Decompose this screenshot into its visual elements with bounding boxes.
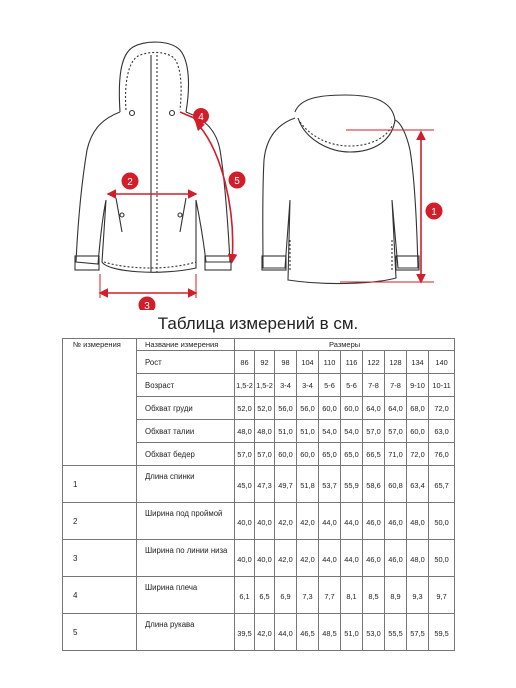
row-label: Длина спинки <box>137 466 235 503</box>
value-cell: 60,0 <box>275 443 297 466</box>
value-cell: 65,0 <box>341 443 363 466</box>
value-cell: 40,0 <box>235 540 255 577</box>
value-cell: 104 <box>297 351 319 374</box>
sub-row-label: Рост <box>137 351 235 374</box>
value-cell: 60,0 <box>319 397 341 420</box>
value-cell: 63,0 <box>429 420 455 443</box>
value-cell: 52,0 <box>235 397 255 420</box>
value-cell: 50,0 <box>429 540 455 577</box>
value-cell: 46,0 <box>363 503 385 540</box>
jacket-front-drawing <box>75 42 231 272</box>
value-cell: 44,0 <box>341 540 363 577</box>
value-cell: 65,7 <box>429 466 455 503</box>
value-cell: 7-8 <box>385 374 407 397</box>
value-cell: 40,0 <box>255 503 275 540</box>
header-name: Название измерения <box>137 339 235 351</box>
value-cell: 1,5-2 <box>235 374 255 397</box>
value-cell: 6,1 <box>235 577 255 614</box>
value-cell: 7,3 <box>297 577 319 614</box>
value-cell: 42,0 <box>275 540 297 577</box>
value-cell: 140 <box>429 351 455 374</box>
header-row <box>63 339 455 351</box>
value-cell: 68,0 <box>407 397 429 420</box>
value-cell: 116 <box>341 351 363 374</box>
value-cell: 56,0 <box>275 397 297 420</box>
value-cell: 5-6 <box>341 374 363 397</box>
value-cell: 42,0 <box>255 614 275 651</box>
value-cell: 57,0 <box>363 420 385 443</box>
value-cell: 46,0 <box>363 540 385 577</box>
row-label: Ширина плеча <box>137 577 235 614</box>
value-cell: 128 <box>385 351 407 374</box>
value-cell: 54,0 <box>341 420 363 443</box>
table-row <box>63 577 455 614</box>
value-cell: 110 <box>319 351 341 374</box>
value-cell: 60,0 <box>407 420 429 443</box>
svg-text:2: 2 <box>127 177 133 188</box>
value-cell: 8,1 <box>341 577 363 614</box>
value-cell: 49,7 <box>275 466 297 503</box>
row-label: Длина рукава <box>137 614 235 651</box>
value-cell: 3-4 <box>297 374 319 397</box>
value-cell: 56,0 <box>297 397 319 420</box>
value-cell: 57,0 <box>255 443 275 466</box>
marker-5 <box>229 172 246 189</box>
value-cell: 3-4 <box>275 374 297 397</box>
value-cell: 53,7 <box>319 466 341 503</box>
value-cell: 8,9 <box>385 577 407 614</box>
value-cell: 60,0 <box>297 443 319 466</box>
value-cell: 57,0 <box>385 420 407 443</box>
value-cell: 51,0 <box>275 420 297 443</box>
value-cell: 1,5-2 <box>255 374 275 397</box>
value-cell: 9,7 <box>429 577 455 614</box>
row-number: 2 <box>63 503 137 540</box>
value-cell: 66,5 <box>363 443 385 466</box>
value-cell: 51,0 <box>297 420 319 443</box>
table-row <box>63 503 455 540</box>
value-cell: 45,0 <box>235 466 255 503</box>
value-cell: 72,0 <box>429 397 455 420</box>
header-sizes: Размеры <box>235 339 455 351</box>
value-cell: 9-10 <box>407 374 429 397</box>
value-cell: 39,5 <box>235 614 255 651</box>
value-cell: 9,3 <box>407 577 429 614</box>
sub-row-label: Обхват талии <box>137 420 235 443</box>
value-cell: 72,0 <box>407 443 429 466</box>
value-cell: 92 <box>255 351 275 374</box>
value-cell: 57,5 <box>407 614 429 651</box>
value-cell: 44,0 <box>341 503 363 540</box>
svg-text:3: 3 <box>144 301 150 310</box>
svg-text:5: 5 <box>234 176 240 187</box>
value-cell: 51,0 <box>341 614 363 651</box>
row-label: Ширина под проймой <box>137 503 235 540</box>
value-cell: 48,5 <box>319 614 341 651</box>
table-row <box>63 466 455 503</box>
value-cell: 59,5 <box>429 614 455 651</box>
value-cell: 7-8 <box>363 374 385 397</box>
value-cell: 51,8 <box>297 466 319 503</box>
value-cell: 65,0 <box>319 443 341 466</box>
value-cell: 63,4 <box>407 466 429 503</box>
value-cell: 8,5 <box>363 577 385 614</box>
value-cell: 86 <box>235 351 255 374</box>
row-label: Ширина по линии низа <box>137 540 235 577</box>
value-cell: 48,0 <box>407 540 429 577</box>
svg-text:4: 4 <box>198 112 204 123</box>
value-cell: 134 <box>407 351 429 374</box>
sub-row-label: Обхват бедер <box>137 443 235 466</box>
value-cell: 122 <box>363 351 385 374</box>
row-number: 3 <box>63 540 137 577</box>
value-cell: 48,0 <box>255 420 275 443</box>
table-title: Таблица измерений в см. <box>157 314 359 333</box>
value-cell: 53,0 <box>363 614 385 651</box>
value-cell: 48,0 <box>235 420 255 443</box>
row-number: 1 <box>63 466 137 503</box>
value-cell: 40,0 <box>255 540 275 577</box>
sub-row-label: Обхват груди <box>137 397 235 420</box>
marker-4 <box>193 108 209 124</box>
value-cell: 6,9 <box>275 577 297 614</box>
value-cell: 64,0 <box>385 397 407 420</box>
value-cell: 7,7 <box>319 577 341 614</box>
value-cell: 76,0 <box>429 443 455 466</box>
value-cell: 58,6 <box>363 466 385 503</box>
value-cell: 60,8 <box>385 466 407 503</box>
value-cell: 44,0 <box>275 614 297 651</box>
value-cell: 71,0 <box>385 443 407 466</box>
jacket-back-drawing <box>262 95 419 284</box>
value-cell: 46,5 <box>297 614 319 651</box>
value-cell: 50,0 <box>429 503 455 540</box>
marker-2 <box>122 173 139 190</box>
sub-row-label: Возраст <box>137 374 235 397</box>
value-cell: 52,0 <box>255 397 275 420</box>
value-cell: 44,0 <box>319 540 341 577</box>
value-cell: 44,0 <box>319 503 341 540</box>
value-cell: 42,0 <box>297 540 319 577</box>
value-cell: 10-11 <box>429 374 455 397</box>
value-cell: 47,3 <box>255 466 275 503</box>
value-cell: 98 <box>275 351 297 374</box>
value-cell: 42,0 <box>275 503 297 540</box>
marker-1 <box>426 203 443 220</box>
jacket-measurement-illustration <box>0 0 516 310</box>
marker-3 <box>139 297 156 311</box>
value-cell: 6,5 <box>255 577 275 614</box>
value-cell: 60,0 <box>341 397 363 420</box>
value-cell: 40,0 <box>235 503 255 540</box>
value-cell: 48,0 <box>407 503 429 540</box>
size-table <box>62 338 455 651</box>
value-cell: 46,0 <box>385 503 407 540</box>
measurement-markers <box>122 108 443 310</box>
value-cell: 54,0 <box>319 420 341 443</box>
value-cell: 57,0 <box>235 443 255 466</box>
value-cell: 55,5 <box>385 614 407 651</box>
value-cell: 5-6 <box>319 374 341 397</box>
value-cell: 46,0 <box>385 540 407 577</box>
header-number: № измерения <box>63 339 137 466</box>
svg-text:1: 1 <box>431 207 437 218</box>
value-cell: 42,0 <box>297 503 319 540</box>
table-row <box>63 540 455 577</box>
row-number: 5 <box>63 614 137 651</box>
value-cell: 55,9 <box>341 466 363 503</box>
row-number: 4 <box>63 577 137 614</box>
value-cell: 64,0 <box>363 397 385 420</box>
table-row <box>63 614 455 651</box>
